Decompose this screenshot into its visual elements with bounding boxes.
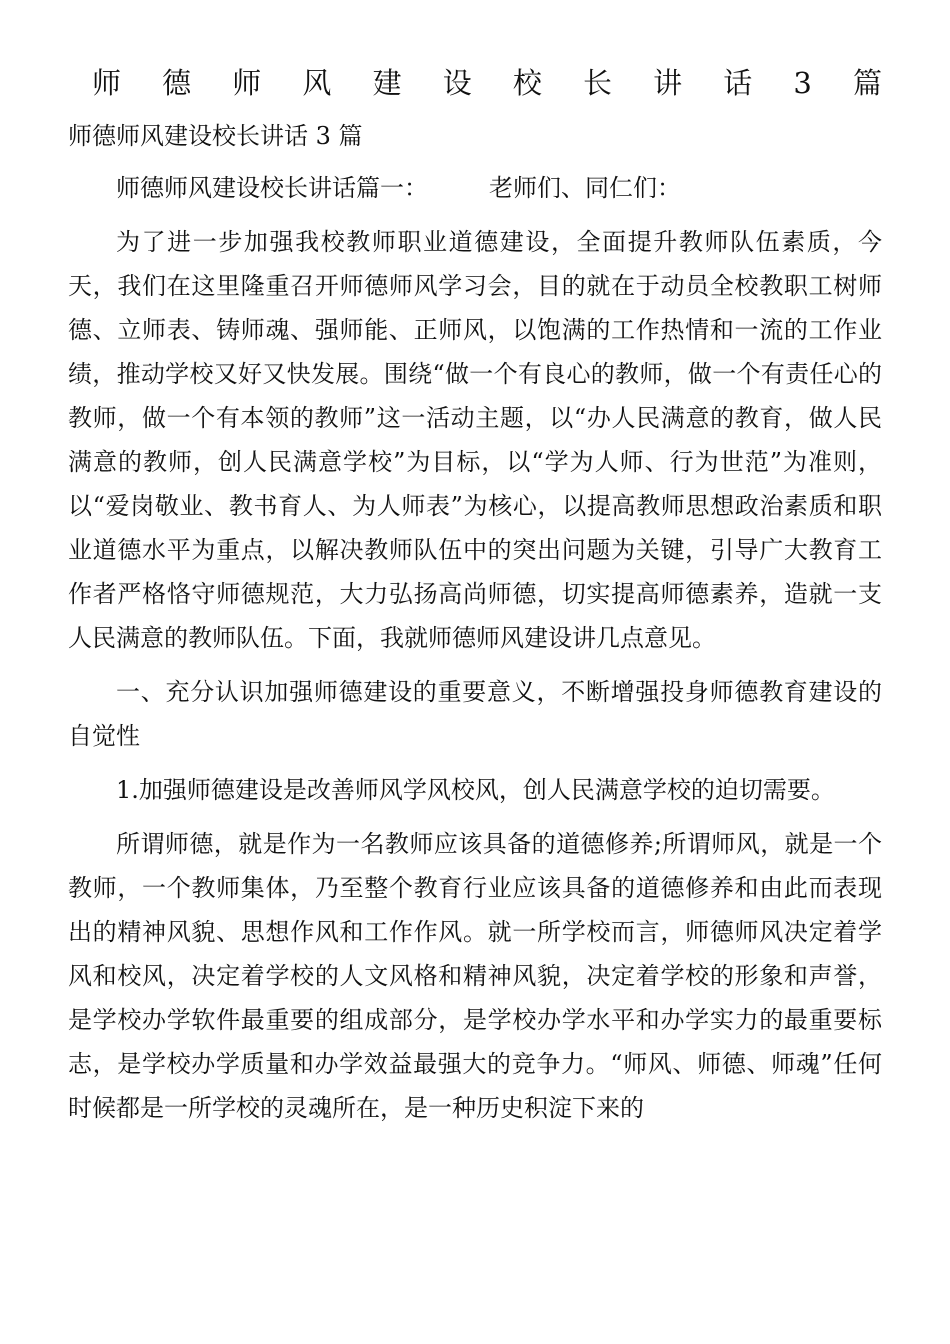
title-char: 德: [162, 66, 192, 100]
document-subtitle: 师德师风建设校长讲话 3 篇: [68, 122, 363, 150]
document-title: [92, 58, 882, 108]
title-char: 建: [372, 66, 402, 100]
document-body: [68, 166, 882, 1140]
title-char: 师: [232, 66, 262, 100]
title-char: 师: [92, 66, 122, 100]
title-char: 讲: [653, 66, 683, 100]
greeting-paragraph: 师德师风建设校长讲话篇一： 老师们、同仁们：: [116, 174, 682, 202]
intro-paragraph: 为了进一步加强我校教师职业道德建设，全面提升教师队伍素质，今天，我们在这里隆重召开师德师风学习会，目的就在于动员全校教职工树师德、立师表、铸师魂、强师能、正师风，以饱满的工作热情和一流的工作业绩，推动学校又好又快发展。围绕“做一个有良心的教师，做一个有责任心的教师，做一个有本领的教师”这一活动主题，以“办人民满意的教育，做人民满意的教师，创人民满意学校”为目标，以“学为人师、行为世范”为准则，以“爱岗敬业、教书育人、为人师表”为核心，以提高教师思想政治素质和职业道德水平为重点，以解决教师队伍中的突出问题为关键，引导广大教育工作者严格恪守师德规范，大力弘扬高尚师德，切实提高师德素养，造就一支人民满意的教师队伍。下面，我就师德师风建设讲几点意见。: [68, 228, 882, 652]
body-paragraph: 所谓师德，就是作为一名教师应该具备的道德修养;所谓师风，就是一个教师，一个教师集体，乃至整个教育行业应该具备的道德修养和由此而表现出的精神风貌、思想作风和工作作风。就一所学校而言，师德师风决定着学风和校风，决定着学校的人文风格和精神风貌，决定着学校的形象和声誉，是学校办学软件最重要的组成部分，是学校办学水平和办学实力的最重要标志，是学校办学质量和办学效益最强大的竞争力。“师风、师德、师魂”任何时候都是一所学校的灵魂所在，是一种历史积淀下来的: [68, 830, 882, 1122]
subsection-heading: 1.加强师德建设是改善师风学风校风，创人民满意学校的迫切需要。: [116, 776, 835, 804]
section-heading: 一、充分认识加强师德建设的重要意义，不断增强投身师德教育建设的自觉性: [68, 678, 882, 750]
title-char: 风: [302, 66, 332, 100]
title-char: 校: [512, 66, 542, 100]
title-char: 篇: [852, 66, 882, 100]
title-char: 话: [723, 66, 753, 100]
title-char: 设: [442, 66, 472, 100]
title-char: 3: [793, 66, 812, 100]
title-char: 长: [582, 66, 612, 100]
